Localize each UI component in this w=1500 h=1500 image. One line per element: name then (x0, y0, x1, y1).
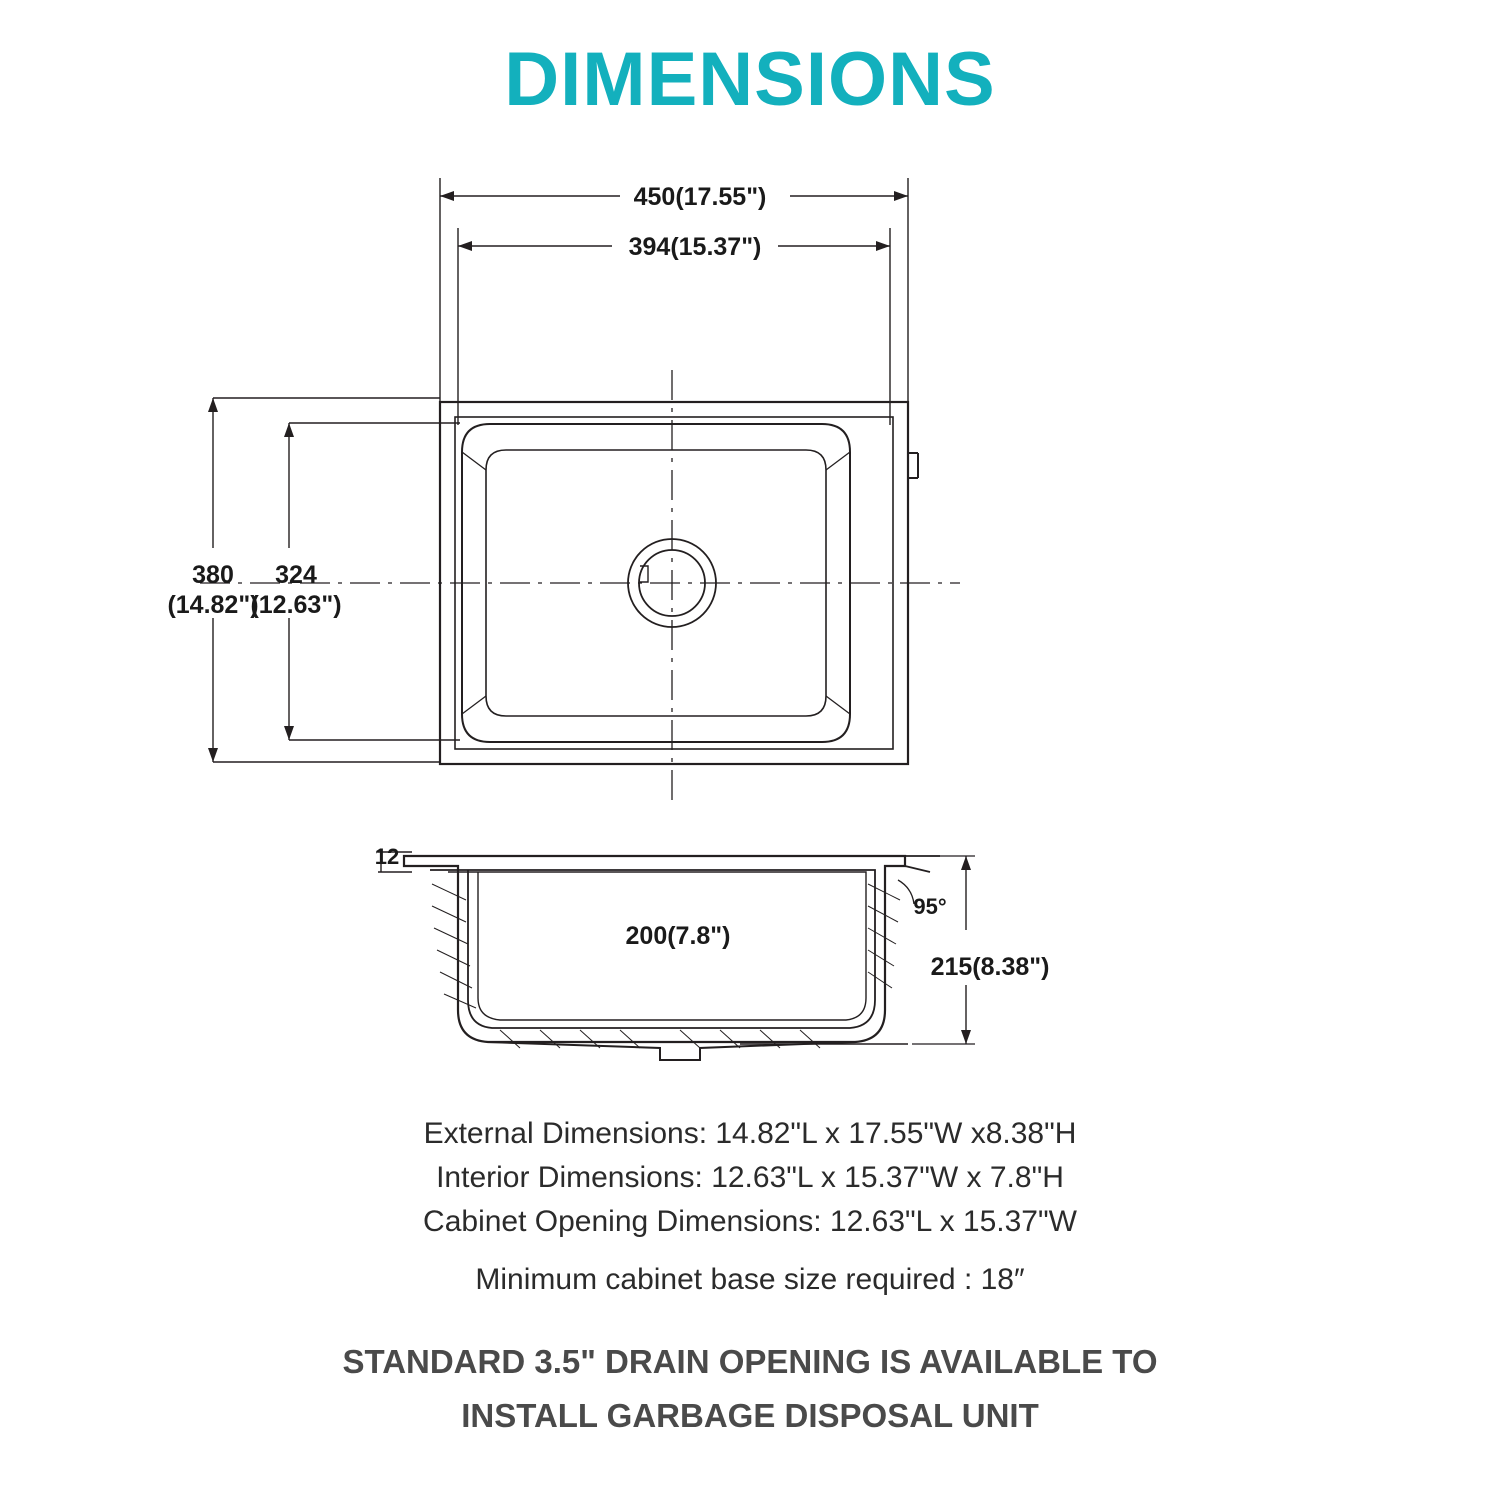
footnote-line-2: INSTALL GARBAGE DISPOSAL UNIT (461, 1397, 1039, 1434)
dim-overall-depth-label-inches: (14.82") (167, 591, 259, 619)
specs-list (0, 1112, 1500, 1302)
spec-cabinet-opening-dimensions: Cabinet Opening Dimensions: 12.63"L x 15.37"W (423, 1205, 1077, 1238)
dim-angle-label: 95° (913, 894, 947, 919)
spec-minimum-cabinet-base: Minimum cabinet base size required : 18″ (475, 1263, 1025, 1296)
dim-overall-depth-label: 380 (192, 561, 234, 589)
dim-inner-depth-label-inches: (12.63") (250, 591, 342, 619)
dim-thickness-label: 12 (374, 844, 400, 869)
footnote-line-1: STANDARD 3.5" DRAIN OPENING IS AVAILABLE TO (342, 1343, 1158, 1380)
dim-inner-height-label: 200(7.8") (625, 922, 731, 950)
spec-external-dimensions: External Dimensions: 14.82"L x 17.55"W x8.38"H (423, 1117, 1077, 1150)
dim-overall-width-label: 450(17.55") (633, 183, 767, 211)
dim-overall-height-label: 215(8.38") (930, 953, 1050, 981)
spec-interior-dimensions: Interior Dimensions: 12.63"L x 15.37"W x 7.8"H (436, 1161, 1064, 1194)
page-title: DIMENSIONS (504, 37, 996, 122)
dim-inner-depth-label: 324 (275, 561, 317, 589)
footnote (0, 1335, 1500, 1443)
dim-inner-width-label: 394(15.37") (628, 233, 762, 261)
